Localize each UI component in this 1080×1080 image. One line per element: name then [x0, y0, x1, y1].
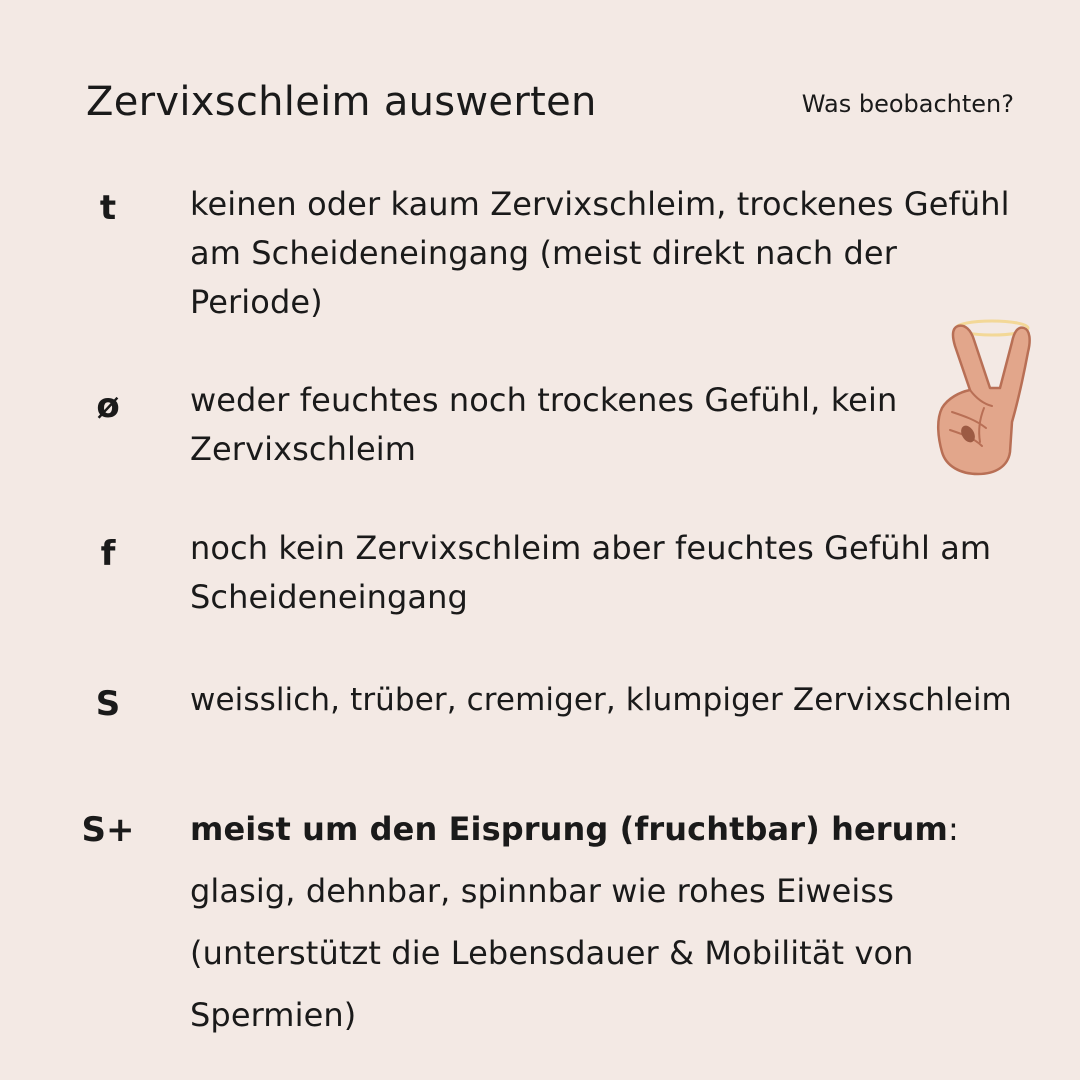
symbol-f: f [100, 534, 116, 574]
symbol-neutral: ø [96, 386, 120, 426]
page-title: Zervixschleim auswerten [86, 79, 597, 125]
symbol-t: t [99, 188, 117, 228]
hand-shape [938, 326, 1029, 474]
description-t: keinen oder kaum Zervixschleim, trockenes Gefühl am Scheideneingang (meist direkt nach der Periode) [190, 185, 1010, 321]
description-s-plus-bold: meist um den Eisprung (fruchtbar) herum [190, 810, 948, 848]
description-neutral: weder feuchtes noch trockenes Gefühl, kein Zervixschleim [190, 381, 898, 468]
symbol-s: S [95, 684, 121, 724]
description-f: noch kein Zervixschleim aber feuchtes Gefühl am Scheideneingang [190, 529, 992, 616]
symbol-s-plus: S+ [81, 810, 135, 850]
description-s-plus [190, 798, 1000, 1046]
description-s-plus-rest: : glasig, dehnbar, spinnbar wie rohes Eiweiss (unterstützt die Lebensdauer & Mobilität von Spermien) [190, 810, 959, 1034]
page-subtitle: Was beobachten? [801, 90, 1014, 118]
victory-hand-icon [930, 312, 1040, 482]
description-s: weisslich, trüber, cremiger, klumpiger Zervixschleim [190, 682, 1012, 718]
